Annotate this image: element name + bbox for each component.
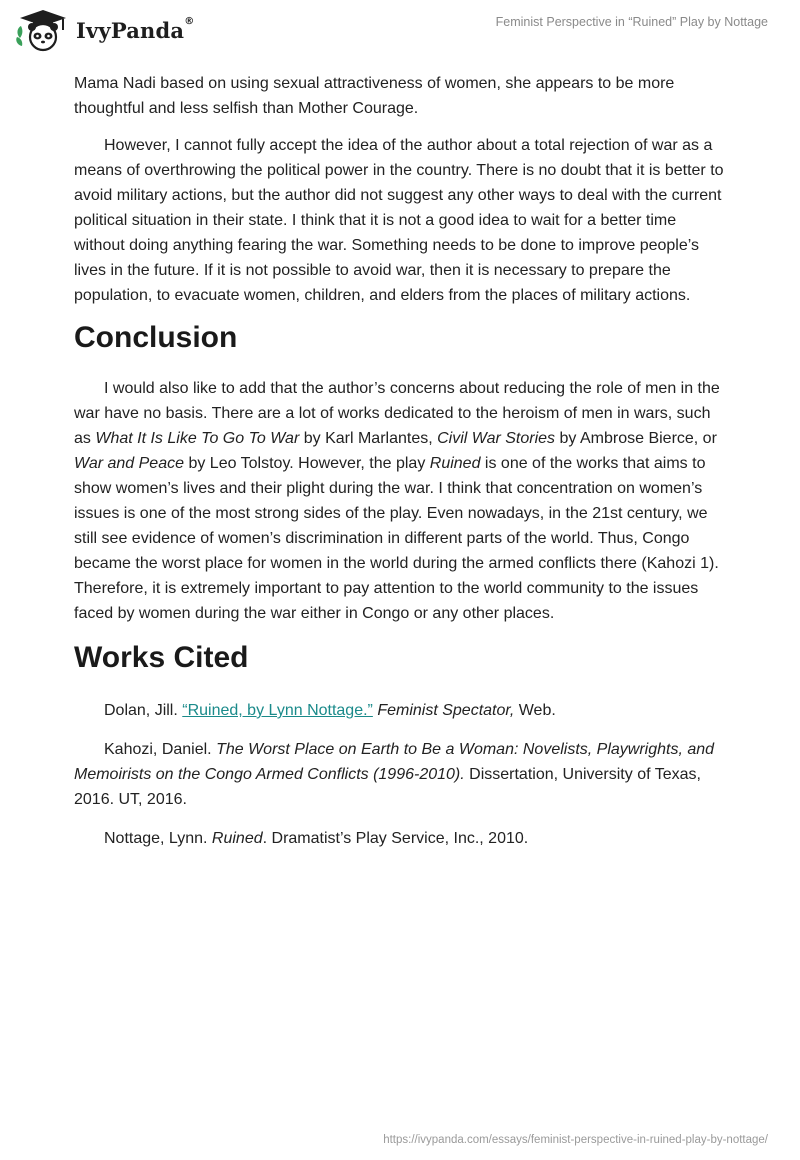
citation-kahozi-title: The Worst Place on Earth to Be a Woman: Novelists, Playwrights, and Memoirists on the Congo Armed Conflicts (1996-2010). <box>74 741 715 783</box>
conclusion-text-4: by Leo Tolstoy. However, the play <box>184 455 430 472</box>
source-url[interactable]: https://ivypanda.com/essays/feminist-perspective-in-ruined-play-by-nottage/ <box>383 1134 768 1146</box>
conclusion-text-2: by Karl Marlantes, <box>299 430 438 447</box>
works-cited-heading: Works Cited <box>74 641 249 674</box>
play-title-ruined: Ruined <box>429 455 481 472</box>
citation-dolan-author: Dolan, Jill. <box>104 702 183 719</box>
panda-graduation-icon <box>14 8 72 52</box>
citation-kahozi <box>74 737 728 812</box>
conclusion-paragraph <box>74 376 728 626</box>
citation-nottage-tail: . Dramatist’s Play Service, Inc., 2010. <box>262 830 529 847</box>
citation-kahozi-author: Kahozi, Daniel. <box>104 741 217 758</box>
page-title: Feminist Perspective in “Ruined” Play by Nottage <box>495 15 768 29</box>
citation-nottage-title: Ruined <box>211 830 263 847</box>
citation-nottage-author: Nottage, Lynn. <box>104 830 212 847</box>
registered-mark: ® <box>184 15 195 27</box>
citation-dolan <box>74 698 728 723</box>
conclusion-heading: Conclusion <box>74 321 238 354</box>
citation-nottage <box>74 826 728 851</box>
citation-kahozi-tail: Dissertation, University of Texas, 2016. UT, 2016. <box>74 766 701 808</box>
conclusion-text-5: is one of the works that aims to show women’s lives and their plight during the war. I think that concentration on women’s issues is one of the most strong sides of the play. Even nowadays, in the 21st century, we still see evidence of women’s discrimination in different parts of the world. Thus, Congo became the worst place for women in the world during the armed conflicts there (Kahozi 1). Therefore, it is extremely important to pay attention to the world community to the issues faced by women during the war either in Congo or any other places. <box>74 455 719 622</box>
citation-dolan-tail: Web. <box>514 702 556 719</box>
ivypanda-logo[interactable] <box>14 8 194 52</box>
logo-wordmark: IvyPanda <box>76 17 185 43</box>
logo-text <box>76 15 195 43</box>
essay-content <box>74 71 728 865</box>
page-header <box>0 0 800 64</box>
paragraph-mama-nadi: Mama Nadi based on using sexual attractiveness of women, she appears to be more thoughtful and less selfish than Mother Courage. <box>74 75 675 117</box>
book-title-marlantes: What It Is Like To Go To War <box>95 430 300 447</box>
citation-dolan-source: Feminist Spectator, <box>377 702 515 719</box>
citation-dolan-link[interactable]: “Ruined, by Lynn Nottage.” <box>182 702 373 719</box>
book-title-tolstoy: War and Peace <box>74 455 184 472</box>
paragraph-war-rejection: However, I cannot fully accept the idea of the author about a total rejection of war as a means of overthrowing the political power in the country. There is no doubt that it is better to avoid military actions, but the author did not suggest any other ways to deal with the current political situation in their state. I think that it is not a good idea to wait for a better time without doing anything fearing the war. Something needs to be done to improve people’s lives in the future. If it is not possible to avoid war, then it is necessary to prepare the population, to evacuate women, children, and elders from the places of military actions. <box>74 137 724 304</box>
book-title-bierce: Civil War Stories <box>437 430 556 447</box>
conclusion-text-1: I would also like to add that the author’s concerns about reducing the role of men in the war have no basis. There are a lot of works dedicated to the heroism of men in wars, such as <box>74 380 720 447</box>
conclusion-text-3: by Ambrose Bierce, or <box>555 430 717 447</box>
